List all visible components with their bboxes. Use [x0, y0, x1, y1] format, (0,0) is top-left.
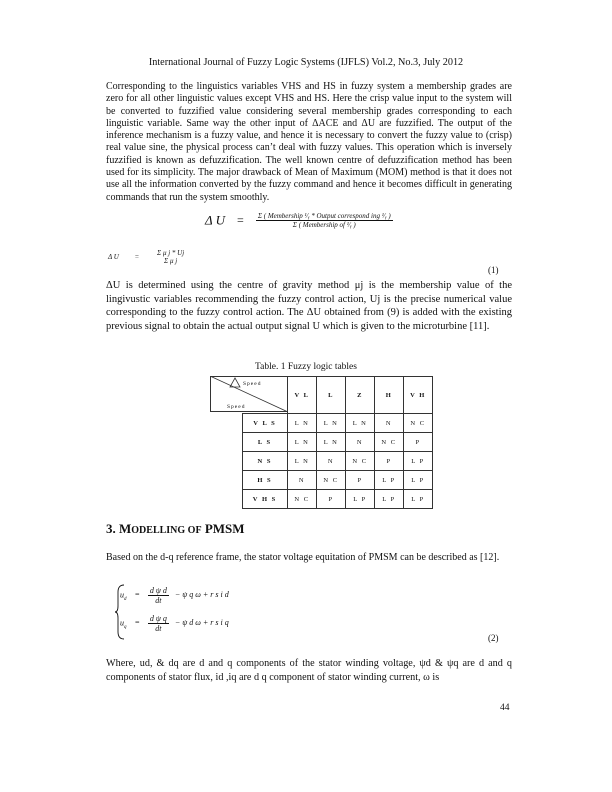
- table-row: [210, 414, 433, 433]
- table-cell: N: [288, 471, 317, 490]
- column-header: Z: [346, 377, 375, 414]
- table-cell: L P: [375, 471, 404, 490]
- eq2-den-d: dt: [155, 596, 162, 605]
- eq2-rest-q: − ψ d ω + r s i q: [174, 618, 229, 628]
- eq2-uq: u: [120, 618, 124, 628]
- table-cell: L P: [404, 490, 433, 509]
- row-header: V L S: [242, 414, 288, 433]
- row-header: L S: [242, 433, 288, 452]
- eq2-number: (2): [488, 633, 499, 643]
- eq2-rest-d: − ψ q ω + r s i d: [174, 590, 229, 600]
- table-cell: L N: [346, 414, 375, 433]
- eq2-row-q: [120, 614, 229, 633]
- section-number: 3.: [106, 521, 116, 536]
- table-cell: P: [346, 471, 375, 490]
- corner-top-label: Speed: [243, 381, 262, 387]
- table-cell: L N: [288, 433, 317, 452]
- eq2-row-d: [120, 586, 229, 605]
- paragraph-defuzzification: Corresponding to the linguistics variables VHS and HS in fuzzy system a membership grades are zero for all other linguistic values except VHS and HS. Here the crisp value input to the system will be converted to fuzzified value considering several membership grades corresponding to each linguistic variable. Same way the other input of ΔACE and ΔU are fuzzified. The output of the inference mechanism is a fuzzy value, and hence it is necessary to convert the fuzzy value to (crisp) real value sine, the physical process can’t deal with fuzzy values. This operation which is inversely fuzzified is known as defuzzification. The well known centre of defuzzification method has been used for its simplicity. The major drawback of Mean of Maximum (MOM) method is that it does not use all the information converted by the fuzzy command and hence it becomes difficult in generating commands that run the system smoothly.: [106, 81, 512, 203]
- table-caption: Table. 1 Fuzzy logic tables: [255, 362, 357, 372]
- column-header: V L: [288, 377, 317, 414]
- eq1-small-equals: =: [134, 253, 140, 261]
- eq2-ud: u: [120, 590, 124, 600]
- eq1-equals: =: [237, 212, 244, 227]
- table-cell: L N: [317, 433, 346, 452]
- section-heading: [106, 521, 245, 537]
- running-header: International Journal of Fuzzy Logic Systems (IJFLS) Vol.2, No.3, July 2012: [148, 57, 464, 68]
- table-cell: N C: [404, 414, 433, 433]
- table-row: [210, 433, 433, 452]
- table-cell: N C: [346, 452, 375, 471]
- table-cell: N C: [317, 471, 346, 490]
- eq1-small-numerator: Σ μ j * Uj: [157, 249, 185, 257]
- table-cell: N: [317, 452, 346, 471]
- table-cell: L P: [346, 490, 375, 509]
- eq1-lhs: Δ U: [205, 212, 226, 228]
- eq2-equals-q: =: [134, 618, 140, 628]
- row-header: V H S: [242, 490, 288, 509]
- column-header: L: [317, 377, 346, 414]
- eq1-numerator: Σ ( Membership ¹⁄ᵧ * Output correspond ing ¹⁄ᵧ ): [257, 211, 391, 220]
- eq2-den-q: dt: [155, 624, 162, 633]
- eq1-small-lhs: Δ U: [108, 253, 119, 261]
- equation-1-main: [205, 211, 505, 229]
- eq1-denominator: Σ ( Membership of ¹⁄ᵧ ): [292, 220, 356, 229]
- table-cell: N C: [375, 433, 404, 452]
- table-cell: N C: [288, 490, 317, 509]
- eq2-num-d: d ψ d: [149, 586, 167, 595]
- eq1-small-fraction: [155, 249, 186, 265]
- table-cell: N: [346, 433, 375, 452]
- corner-bottom-label: Speed: [227, 404, 246, 410]
- paragraph-dq-frame: Based on the d-q reference frame, the stator voltage equitation of PMSM can be described as [12].: [106, 552, 500, 563]
- table-cell: L P: [375, 490, 404, 509]
- table-cell: L P: [404, 471, 433, 490]
- table-cell: P: [375, 452, 404, 471]
- table-cell: L P: [404, 452, 433, 471]
- table-cell: L N: [317, 414, 346, 433]
- section-title-smallcaps: ODELLING OF: [131, 525, 202, 536]
- section-title-end: PMSM: [201, 521, 245, 536]
- table-row: [210, 452, 433, 471]
- eq2-frac-q: [148, 614, 169, 633]
- table-cell: L N: [288, 452, 317, 471]
- eq2-frac-d: [148, 586, 169, 605]
- table-corner-box: [210, 376, 288, 412]
- table-cell: N: [375, 414, 404, 433]
- table-cell: L N: [288, 414, 317, 433]
- table-row: [210, 471, 433, 490]
- eq1-number: (1): [488, 265, 499, 275]
- column-header: V H: [404, 377, 433, 414]
- eq2-num-q: d ψ q: [149, 614, 167, 623]
- paragraph-where: Where, ud, & dq are d and q components of the stator winding voltage, ψd & ψq are d and q components of stator flux, id ,iq are d q component of stator winding current, ω is: [106, 658, 512, 683]
- table-cell: P: [404, 433, 433, 452]
- page-number: 44: [500, 703, 510, 713]
- column-header: H: [375, 377, 404, 414]
- eq2-ud-sub: d: [124, 596, 127, 602]
- eq1-small-denominator: Σ μ j: [164, 257, 178, 265]
- row-header: H S: [242, 471, 288, 490]
- equation-1-small: [108, 249, 186, 265]
- eq2-equals-d: =: [134, 590, 140, 600]
- section-title-initial: M: [119, 521, 132, 536]
- paragraph-centre-of-gravity: ΔU is determined using the centre of gravity method μj is the membership value of the lingivustic variables recommending the fuzzy control action, Uj is the precise numerical value corresponding to the fuzzy control action. The ΔU obtained from (9) is added with the existing previous signal to obtain the actual output signal U which is given to the microturbine [11].: [106, 280, 512, 333]
- eq1-fraction: [256, 212, 393, 229]
- row-header: N S: [242, 452, 288, 471]
- table-row: [210, 490, 433, 509]
- table-cell: P: [317, 490, 346, 509]
- eq2-uq-sub: q: [124, 624, 127, 630]
